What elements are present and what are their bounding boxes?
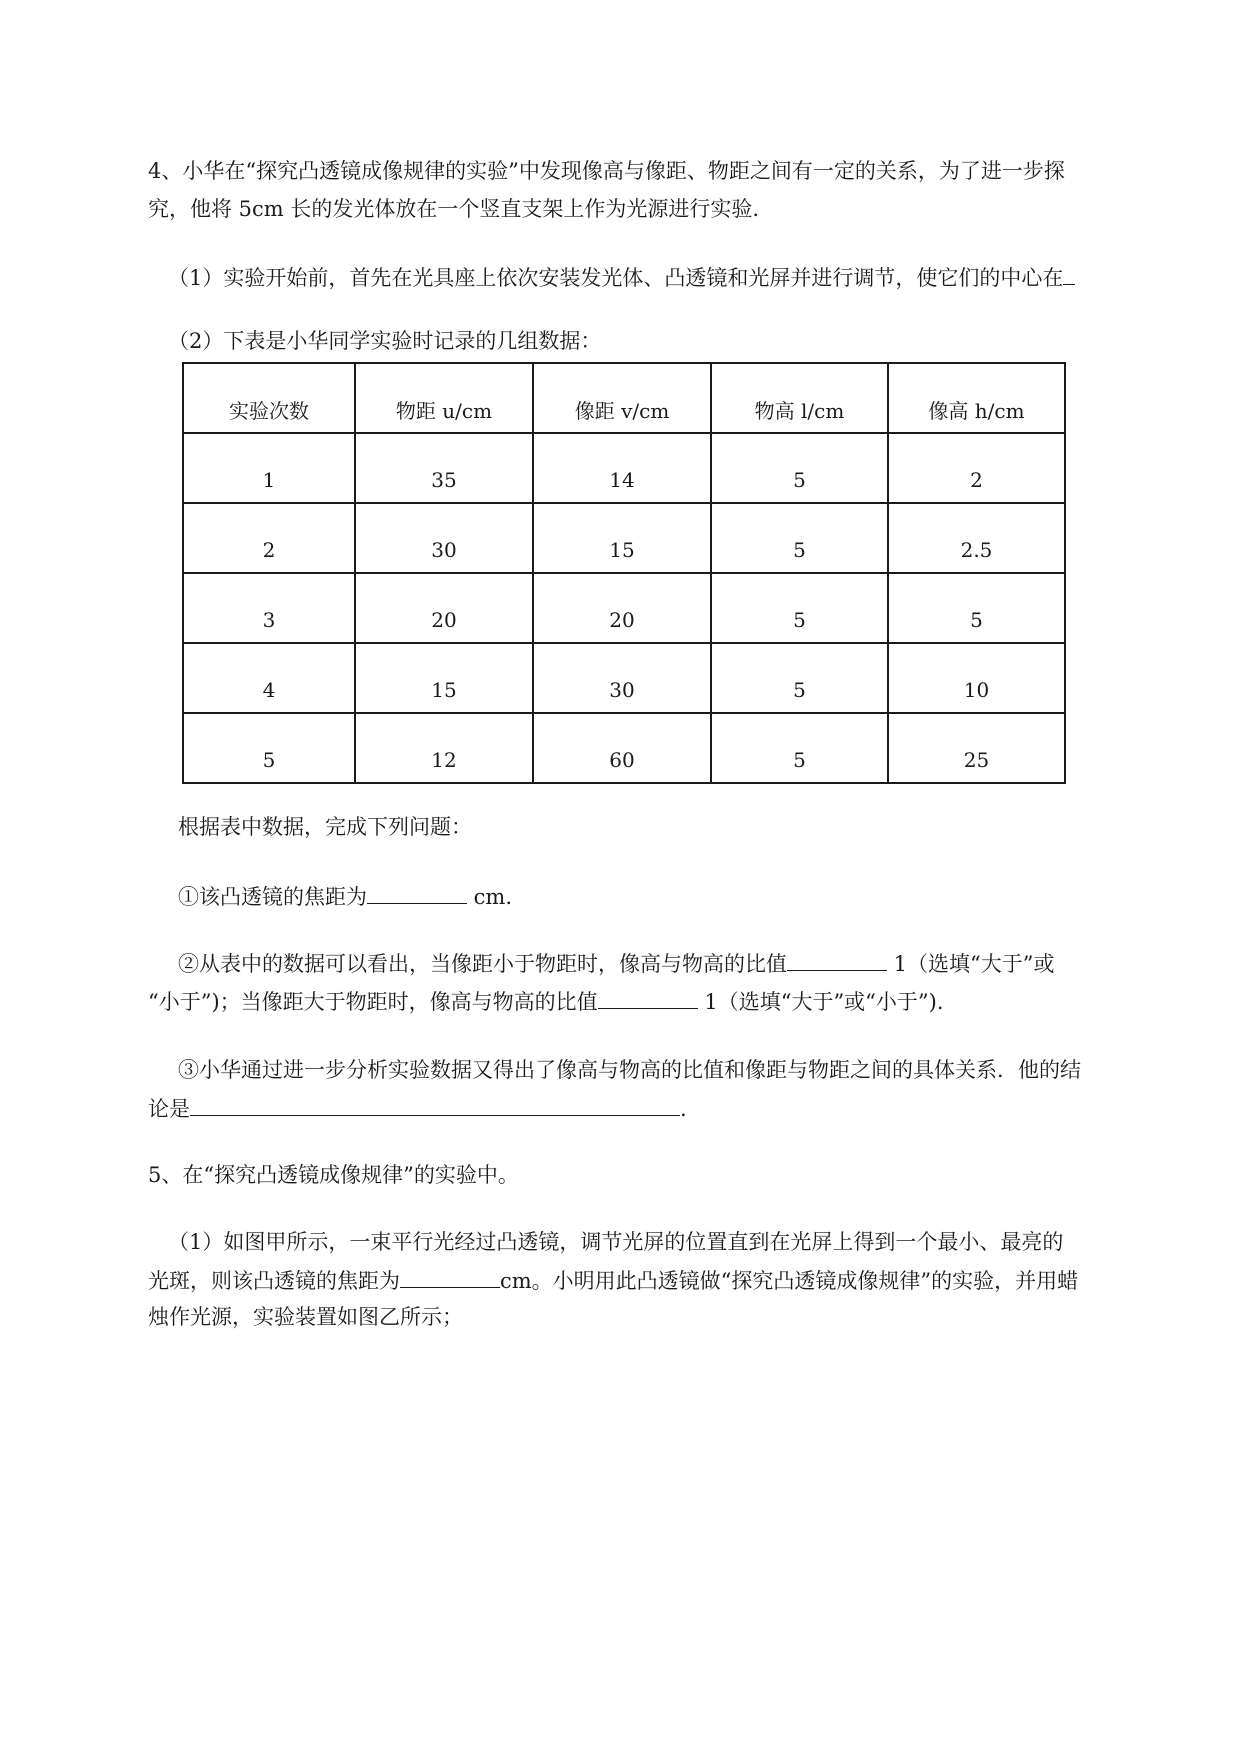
table-header-cell: 像高 h/cm — [888, 363, 1065, 433]
q4-answer-1-text: ①该凸透镜的焦距为 — [178, 885, 367, 909]
table-cell: 15 — [355, 643, 533, 713]
q5-part1-line2 — [148, 1265, 1078, 1296]
table-cell: 5 — [183, 713, 355, 783]
q4-part2: （2）下表是小华同学实验时记录的几组数据： — [168, 329, 602, 353]
table-cell: 30 — [533, 643, 711, 713]
table-cell: 5 — [711, 713, 888, 783]
q4-answer-3-line1: ③小华通过进一步分析实验数据又得出了像高与物高的比值和像距与物距之间的具体关系．他的结 — [178, 1058, 1081, 1082]
table-cell: 2.5 — [888, 503, 1065, 573]
table-row — [183, 503, 1065, 573]
q4-answer-2-option: 1（选填“大于”或 — [887, 952, 1055, 976]
table-row — [183, 713, 1065, 783]
q5-part1-blank — [400, 1265, 500, 1288]
table-header-cell: 像距 v/cm — [533, 363, 711, 433]
q4-answer-1 — [178, 881, 512, 912]
table-cell: 2 — [888, 433, 1065, 503]
table-cell: 3 — [183, 573, 355, 643]
q4-instruction: 根据表中数据，完成下列问题： — [178, 815, 472, 839]
q4-part1-text: （1）实验开始前，首先在光具座上依次安装发光体、凸透镜和光屏并进行调节，使它们的中心在 — [168, 266, 1064, 290]
data-table — [182, 362, 1066, 784]
q4-answer-2-line2 — [148, 986, 944, 1017]
table-row — [183, 573, 1065, 643]
table-header-row — [183, 363, 1065, 433]
table-header-cell: 实验次数 — [183, 363, 355, 433]
q4-answer-2-line1 — [178, 948, 1055, 979]
table-row — [183, 433, 1065, 503]
q4-part1-blank — [1063, 262, 1075, 285]
table-cell: 25 — [888, 713, 1065, 783]
table-cell: 20 — [533, 573, 711, 643]
table-cell: 5 — [711, 503, 888, 573]
q5-title: 5、在“探究凸透镜成像规律”的实验中。 — [148, 1163, 519, 1187]
q5-part1-continued: cm。小明用此凸透镜做“探究凸透镜成像规律”的实验，并用蜡 — [500, 1269, 1079, 1293]
q4-answer-2-blank — [787, 948, 887, 971]
table-cell: 30 — [355, 503, 533, 573]
table-header-cell: 物距 u/cm — [355, 363, 533, 433]
table-cell: 14 — [533, 433, 711, 503]
table-cell: 60 — [533, 713, 711, 783]
table-cell: 5 — [711, 433, 888, 503]
q4-answer-3-blank — [190, 1093, 680, 1116]
q5-part1-text: 光斑，则该凸透镜的焦距为 — [148, 1269, 400, 1293]
table-cell: 12 — [355, 713, 533, 783]
table-cell: 20 — [355, 573, 533, 643]
q5-part1-line1: （1）如图甲所示，一束平行光经过凸透镜，调节光屏的位置直到在光屏上得到一个最小、最亮的 — [168, 1230, 1064, 1254]
q4-answer-3-text: 论是 — [148, 1097, 190, 1121]
table-cell: 10 — [888, 643, 1065, 713]
q4-part1 — [168, 262, 1075, 293]
q4-answer-2-text: ②从表中的数据可以看出，当像距小于物距时，像高与物高的比值 — [178, 952, 787, 976]
table-cell: 1 — [183, 433, 355, 503]
table-cell: 15 — [533, 503, 711, 573]
table-cell: 5 — [711, 643, 888, 713]
q4-answer-2b-text: “小于”)；当像距大于物距时，像高与物高的比值 — [148, 990, 598, 1014]
q4-line2: 究，他将 5cm 长的发光体放在一个竖直支架上作为光源进行实验. — [148, 197, 760, 221]
q4-answer-2b-option: 1（选填“大于”或“小于”). — [697, 990, 944, 1014]
table-cell: 5 — [711, 573, 888, 643]
table-header-cell: 物高 l/cm — [711, 363, 888, 433]
table-cell: 4 — [183, 643, 355, 713]
table-cell: 35 — [355, 433, 533, 503]
q4-line1: 4、小华在“探究凸透镜成像规律的实验”中发现像高与像距、物距之间有一定的关系，为了进一步探 — [148, 159, 1065, 183]
table-row — [183, 643, 1065, 713]
q5-part1-line3: 烛作光源，实验装置如图乙所示； — [148, 1305, 463, 1329]
q4-answer-3-line2 — [148, 1093, 687, 1124]
q4-answer-3-period: . — [680, 1097, 687, 1121]
q4-answer-1-unit: cm. — [467, 885, 513, 909]
q4-answer-1-blank — [367, 881, 467, 904]
table-cell: 5 — [888, 573, 1065, 643]
q4-answer-2b-blank — [598, 986, 698, 1009]
table-cell: 2 — [183, 503, 355, 573]
